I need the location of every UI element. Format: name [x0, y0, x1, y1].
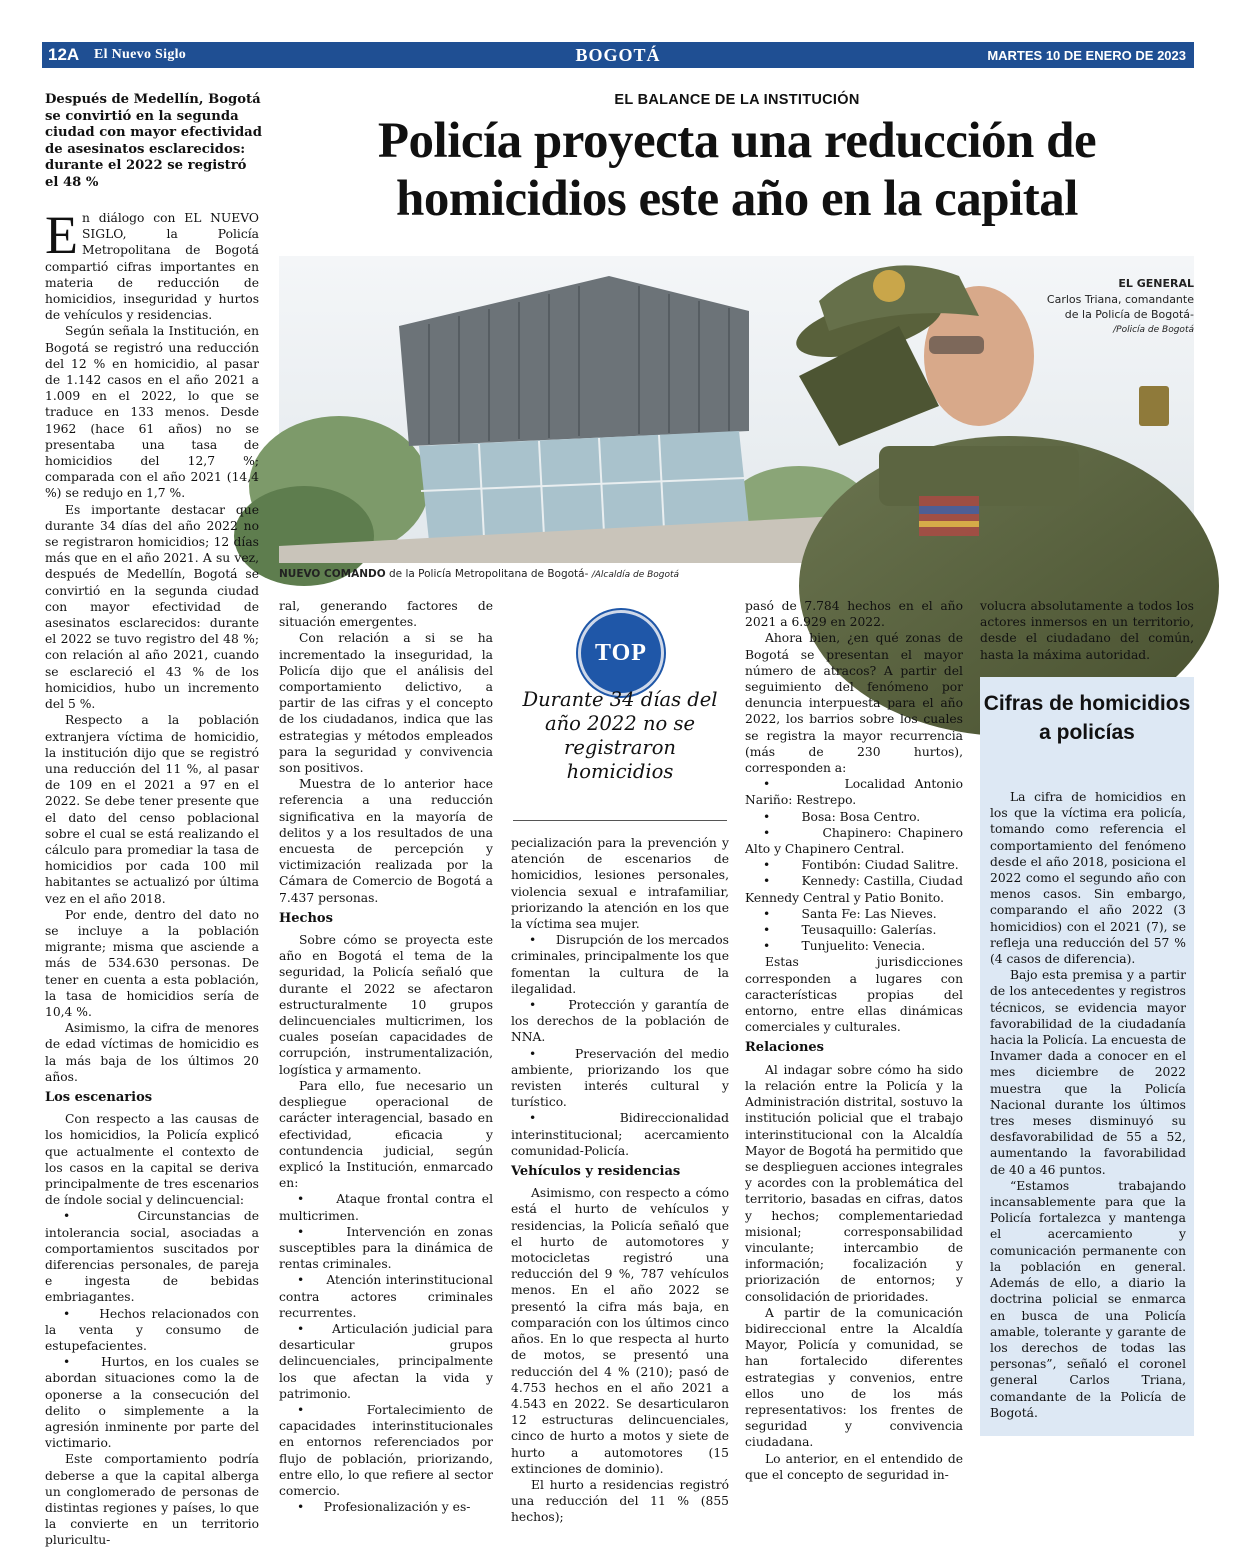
- paragraph: La cifra de homicidios en los que la víctima era policía, tomando como referencia el comportamiento del fenómeno desde el año 2018, posiciona el 2022 como el segundo año con menos casos. Sin embargo, comparando el año 2022 (3 homicidios) con el 2021 (7), se refleja una reducción del 57 % (4 casos de diferencia).: [990, 790, 1186, 967]
- bullet-item: • Protección y garantía de los derechos de la población de NNA.: [511, 998, 729, 1045]
- paragraph: Asimismo, la cifra de menores de edad víctimas de homicidio es la más baja de los últimos 20 años.: [45, 1021, 259, 1084]
- bullet-item: • Articulación judicial para desarticular grupos delincuenciales, principalmente los que afectan la vida y patrimonio.: [279, 1321, 493, 1401]
- paragraph: Respecto a la población extranjera víctima de homicidio, la institución dijo que se registró una reducción del 11 %, al pasar de 109 en el 2021 a 97 en el 2022. Se debe tener presente que el dato del censo poblacional sobre el cual se está realizando el cálculo para promediar la tasa de homicidios por cada 100 mil habitantes se actualizó por última vez en el año 2018.: [45, 713, 259, 906]
- paragraph: Estas jurisdicciones corresponden a lugares con características propias del entorno, entre ellas dinámicas comerciales y culturales.: [745, 955, 963, 1035]
- paragraph: volucra absolutamente a todos los actores inmersos en un territorio, desde el ciudadano del común, hasta la máxima autoridad.: [980, 599, 1194, 662]
- drop-cap: E: [45, 205, 78, 265]
- photo-caption: [279, 568, 879, 580]
- bullet-item: • Localidad Antonio Nariño: Restrepo.: [745, 777, 963, 808]
- caption-text: de la Policía Metropolitana de Bogotá-: [385, 568, 592, 580]
- pull-quote-divider: [513, 820, 727, 821]
- paragraph: pecialización para la prevención y atención de escenarios de homicidios, lesiones personales, violencia sexual e intrafamiliar, priorizando la atención en los que la víctima sea mujer.: [511, 836, 729, 932]
- general-source: /Policía de Bogotá: [1113, 324, 1194, 335]
- bullet-item: • Hechos relacionados con la venta y consumo de estupefacientes.: [45, 1306, 259, 1354]
- paragraph: Al indagar sobre cómo ha sido la relación entre la Policía y la Administración distrital, sostuvo la institución policial que el trabajo interinstitucional con la Alcaldía Mayor de Bogotá ha permitido que se desplieguen acciones integrales y acordes con la problemática del territorio, basadas en cifras, datos y hechos; complementariedad misional; corresponsabilidad vinculante; intercambio de información; focalización y priorización de entornos; y consolidación de prioridades.: [745, 1062, 964, 1304]
- photo-credit-general: [1034, 276, 1194, 338]
- paragraph: pasó de 7.784 hechos en el año 2021 a 6.929 en 2022.: [745, 599, 963, 630]
- deck-summary: Después de Medellín, Bogotá se convirtió en la segunda ciudad con mayor efectividad de asesinatos esclarecidos: durante el 2022 se registró el 48 %: [45, 92, 262, 190]
- subheading: Los escenarios: [45, 1089, 153, 1105]
- paragraph: Asimismo, con respecto a cómo está el hurto de vehículos y residencias, la Policía señaló que el hurto de automotores y motocicletas registró una reducción del 9 %, 787 vehículos menos. En el año 2022 se presentó la cifra más baja, en comparación con los últimos cinco años. En lo que respecta al hurto de motos, se presentó una reducción del 4 % (210); pasó de 4.753 hechos en el año 2021 a 4.543 en 2022. Se desarticularon 12 estructuras delincuenciales, cinco de hurto a motos y siete de hurto a automotores (15 extinciones de dominio).: [511, 1186, 729, 1476]
- paragraph: ral, generando factores de situación emergentes.: [279, 599, 493, 630]
- subheading: Hechos: [279, 910, 333, 926]
- column-5: [980, 598, 1194, 663]
- paragraph: Es importante destacar que durante 34 días del año 2022 no se registraron homicidios; 12 días más que en el año 2021. A su vez, después de Medellín, Bogotá se convirtió en la segunda ciudad con mayor efectividad de asesinatos esclarecidos: durante el 2022 se tuvo registro del 48 %; con relación al año 2021, cuando se esclareció el 43 % de los homicidios, hubo un incremento del 5 %.: [45, 502, 259, 712]
- section-name: BOGOTÁ: [575, 45, 661, 65]
- page-number: 12A: [48, 45, 80, 64]
- main-photo: [279, 256, 1194, 563]
- bullet-item: • Fortalecimiento de capacidades interinstitucionales en entornos referenciados por flujo de población, priorizando, entre ello, lo que refiere al sector comercio.: [279, 1402, 493, 1498]
- sidebar-box: [980, 677, 1194, 1436]
- paragraph: n diálogo con EL NUEVO SIGLO, la Policía Metropolitana de Bogotá compartió cifras importantes en materia de reducción de homicidios, inseguridad y hurtos de vehículos y residencias.: [45, 211, 259, 323]
- headline: Policía proyecta una reducción de homicidios este año en la capital: [377, 113, 1097, 227]
- caption-label: NUEVO COMANDO: [279, 568, 386, 580]
- bullet-item: • Bosa: Bosa Centro.: [763, 809, 921, 824]
- paragraph: Este comportamiento podría deberse a que la capital alberga un conglomerado de personas de distintas regiones y países, lo que la convierte en un territorio pluricultu-: [45, 1452, 259, 1548]
- subheading: Relaciones: [745, 1040, 825, 1056]
- paragraph: Con relación a si se ha incrementado la inseguridad, la Policía dijo que el análisis del comportamiento delictivo, a partir de las cifras y el concepto de los ciudadanos, indica que las estrategias y métodos empleados para la seguridad y convivencia son positivos.: [279, 631, 493, 776]
- paragraph: Sobre cómo se proyecta este año en Bogotá el tema de la seguridad, la Policía señaló que durante el 2022 se afectaron estructuralmente 10 grupos delincuenciales multicrimen, los cuales poseían capacidades de corrupción, instrumentalización, logística y armamento.: [279, 933, 493, 1077]
- sidebar-body: [990, 789, 1186, 1421]
- bullet-item: • Atención interinstitucional contra actores criminales recurrentes.: [279, 1273, 493, 1320]
- kicker: EL BALANCE DE LA INSTITUCIÓN: [614, 92, 860, 108]
- general-description: Carlos Triana, comandante de la Policía de Bogotá-: [1046, 292, 1194, 321]
- bullet-item: • Bidireccionalidad interinstitucional; acercamiento comunidad-Policía.: [511, 1111, 729, 1158]
- subheading: Vehículos y residencias: [511, 1164, 681, 1180]
- bullet-item: • Chapinero: Chapinero Alto y Chapinero Central.: [745, 825, 963, 857]
- page-header-bar: [42, 42, 1194, 68]
- column-4: [745, 598, 963, 1483]
- paragraph: Lo anterior, en el entendido de que el concepto de seguridad in-: [745, 1451, 963, 1482]
- column-3: [511, 835, 729, 1526]
- general-label: EL GENERAL: [1118, 277, 1194, 290]
- bullet-item: • Tunjuelito: Venecia.: [763, 939, 926, 954]
- paragraph: El hurto a residencias registró una reducción del 11 % (855 hechos);: [511, 1477, 729, 1525]
- bullet-item: • Santa Fe: Las Nieves.: [763, 906, 937, 921]
- paragraph: Por ende, dentro del dato no se incluye a la población migrante; misma que asciende a más de 534.630 personas. De tener en cuenta a esta población, la tasa de homicidios sería de 10,4 %.: [45, 907, 259, 1019]
- column-1: [45, 205, 259, 1549]
- bullet-item: • Teusaquillo: Galerías.: [763, 923, 937, 938]
- issue-date: MARTES 10 DE ENERO DE 2023: [987, 48, 1186, 63]
- paragraph: Para ello, fue necesario un despliegue operacional de carácter interagencial, basado en efectividad, eficacia y contundencia judicial, según explicó la Institución, enmarcado en:: [279, 1078, 493, 1191]
- caption-source: /Alcaldía de Bogotá: [591, 570, 680, 580]
- bullet-item: • Intervención en zonas susceptibles para la dinámica de rentas criminales.: [279, 1224, 493, 1272]
- newspaper-name: El Nuevo Siglo: [94, 47, 187, 62]
- paragraph: “Estamos trabajando incansablemente para que la Policía fortalezca y mantenga el acercamiento y comunicación permanente con la población en general. Además de ello, a diario la doctrina policial se enmarca en busca de una Policía amable, tolerante y garante de los derechos de todas las personas”, señaló el coronel general Carlos Triana, comandante de la Policía de Bogotá.: [990, 1178, 1186, 1420]
- column-2: [279, 598, 493, 1515]
- top-badge: TOP: [578, 610, 664, 696]
- paragraph: Según señala la Institución, en Bogotá se registró una reducción del 12 % en homicidio, al pasar de 1.142 casos en el año 2021 a 1.009 en el 2022, lo que se traduce en 133 menos. Desde 1962 (hace 61 años) no se presentaba una tasa de homicidios del 12,7 %; comparada con el año 2021 (14,4 %) se redujo en 1,7 %.: [45, 324, 259, 501]
- paragraph: Bajo esta premisa y a partir de los antecedentes y registros técnicos, se evidencia mayor favorabilidad de la ciudadanía hacia la Policía. La encuesta de Invamer dada a conocer en el mes diciembre de 2022 muestra que la Policía Nacional durante los últimos tres meses disminuyó su desfavorabilidad de 55 a 52, aumentando la favorabilidad de 40 a 46 puntos.: [990, 968, 1186, 1177]
- sidebar-title: Cifras de homicidios a policías: [983, 692, 1191, 744]
- paragraph: A partir de la comunicación bidireccional entre la Alcaldía Mayor, Policía y comunidad, se han fortalecido diferentes estrategias y convenios, entre ellos uno de los más representativos: los frentes de seguridad y convivencia ciudadana.: [745, 1305, 963, 1450]
- bullet-item: • Preservación del medio ambiente, priorizando los que revisten interés cultural y turístico.: [511, 1046, 729, 1110]
- pull-quote: Durante 34 días del año 2022 no se registraron homicidios: [522, 688, 718, 783]
- bullet-item: • Disrupción de los mercados criminales, principalmente los que fomentan la cultura de la ilegalidad.: [511, 933, 729, 996]
- bullet-item: • Circunstancias de intolerancia social, asociadas a comportamientos suscitados por diferencias personales, de pareja e ingesta de bebidas embriagantes.: [45, 1209, 259, 1305]
- paragraph: Con respecto a las causas de los homicidios, la Policía explicó que actualmente el contexto de los casos en la capital se deriva principalmente de tres escenarios de índole social y delincuencial:: [45, 1112, 259, 1208]
- bullet-item: • Kennedy: Castilla, Ciudad Kennedy Central y Patio Bonito.: [745, 874, 963, 905]
- bullet-item: • Ataque frontal contra el multicrimen.: [279, 1192, 493, 1223]
- bullet-item: • Profesionalización y es-: [297, 1500, 471, 1515]
- paragraph: Muestra de lo anterior hace referencia a una reducción significativa en la mayoría de delitos y a los resultados de una encuesta de percepción y victimización realizada por la Cámara de Comercio de Bogotá a 7.437 personas.: [279, 777, 493, 905]
- bullet-item: • Hurtos, en los cuales se abordan situaciones como la de oponerse a la consecución del delito o simplemente a la agresión inminente por parte del victimario.: [45, 1355, 259, 1451]
- bullet-item: • Fontibón: Ciudad Salitre.: [763, 858, 959, 873]
- paragraph: Ahora bien, ¿en qué zonas de Bogotá se presentan el mayor número de atracos? A partir del seguimiento del fenómeno por denuncia interpuesta para el año 2022, los barrios sobre los cuales se registra la mayor recurrencia (más de 230 hurtos), corresponden a:: [745, 631, 963, 776]
